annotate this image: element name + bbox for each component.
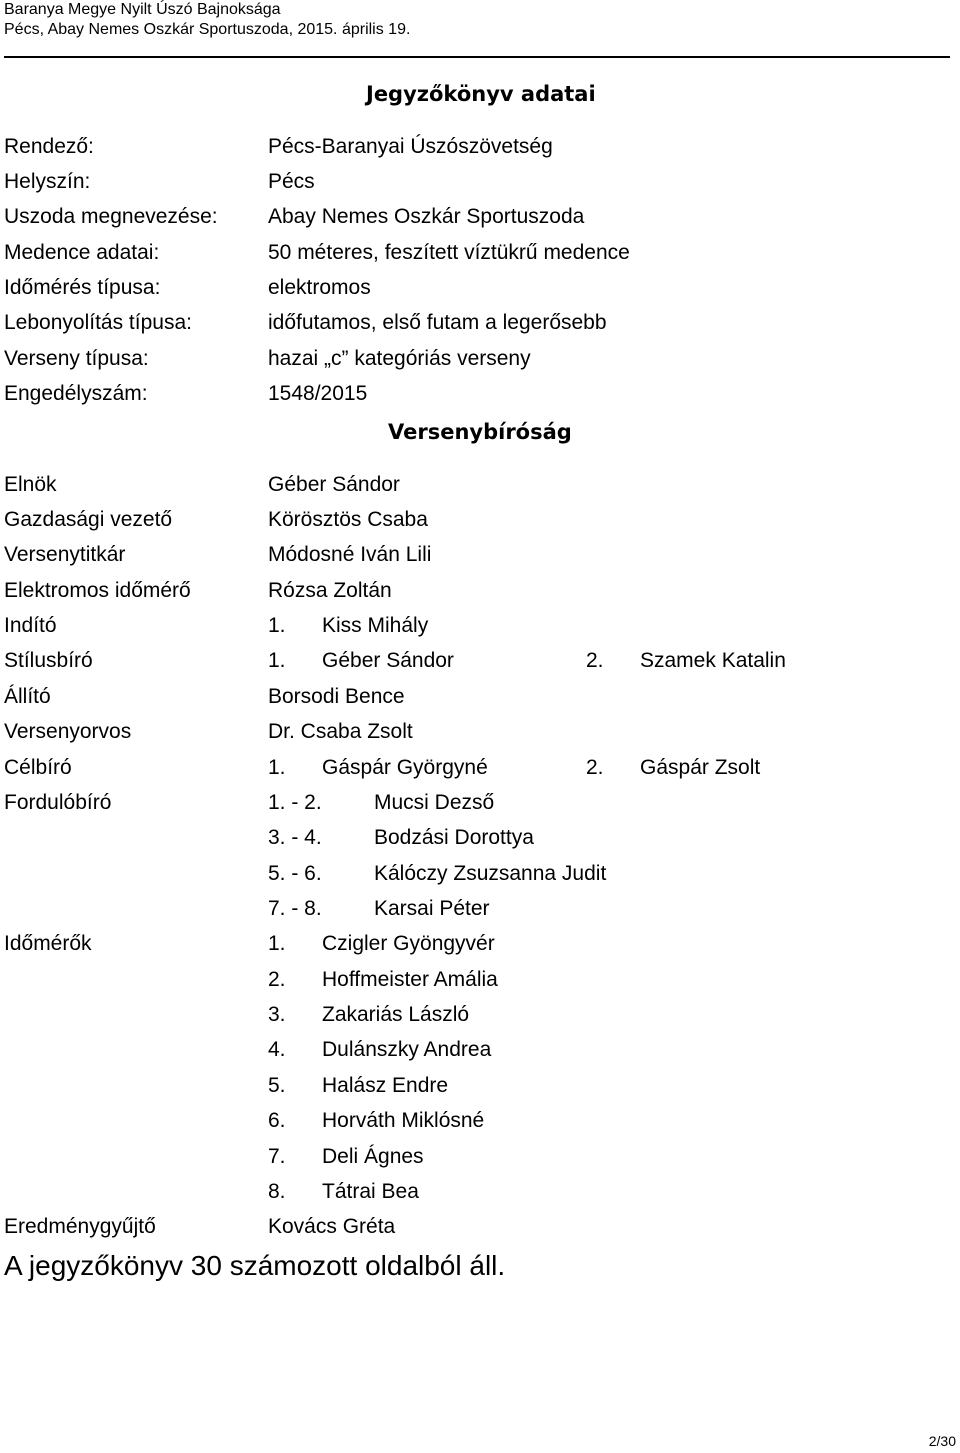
info-row-idomeres: [4, 273, 944, 303]
official-role: Időmérők: [4, 932, 92, 955]
official-number: 1.: [268, 649, 286, 672]
lane-range: 7. - 8.: [268, 897, 322, 920]
official-name: Körösztös Csaba: [268, 508, 428, 531]
official-name: Mucsi Dezső: [374, 791, 495, 814]
official-name: Szamek Katalin: [640, 649, 786, 672]
info-label: Verseny típusa:: [4, 347, 149, 370]
official-row-celbiro: [4, 753, 944, 783]
official-number: 1.: [268, 614, 286, 637]
info-row-engedelyszam: [4, 379, 944, 409]
official-row-stilusbiro: [4, 646, 944, 676]
idomero-entry: [4, 1142, 944, 1172]
official-name: Zakariás László: [322, 1003, 470, 1026]
official-row-allito: [4, 682, 944, 712]
official-name: Kálóczy Zsuzsanna Judit: [374, 862, 607, 885]
info-label: Helyszín:: [4, 170, 91, 193]
idomero-entry: [4, 1071, 944, 1101]
idomero-entry: [4, 1177, 944, 1207]
fordulobiro-entry: [4, 823, 944, 853]
header-title: Baranya Megye Nyilt Úszó Bajnoksága: [4, 1, 281, 18]
idomero-entry: [4, 965, 944, 995]
info-value: 50 méteres, feszített víztükrű medence: [268, 241, 630, 264]
info-label: Időmérés típusa:: [4, 276, 161, 299]
official-role: Elektromos időmérő: [4, 579, 191, 602]
info-label: Medence adatai:: [4, 241, 160, 264]
official-name: Halász Endre: [322, 1074, 449, 1097]
lane-range: 5. - 6.: [268, 862, 322, 885]
official-role: Fordulóbíró: [4, 791, 112, 814]
info-label: Lebonyolítás típusa:: [4, 311, 192, 334]
lane-range: 3. - 4.: [268, 826, 322, 849]
official-name: Kovács Gréta: [268, 1215, 396, 1238]
official-name: Hoffmeister Amália: [322, 968, 498, 991]
fordulobiro-entry: [4, 894, 944, 924]
official-role: Eredménygyűjtő: [4, 1215, 156, 1238]
info-value: hazai „c” kategóriás verseny: [268, 347, 531, 370]
official-row-gazdasagi: [4, 505, 944, 535]
versenybirosag-section-title: Versenybíróság: [388, 420, 572, 444]
lane-range: 1. - 2.: [268, 791, 322, 814]
official-number: 1.: [268, 932, 286, 955]
info-value: Pécs: [268, 170, 315, 193]
official-role: Versenytitkár: [4, 543, 126, 566]
official-role: Elnök: [4, 473, 57, 496]
official-name: Deli Ágnes: [322, 1145, 424, 1168]
document-header: [4, 0, 410, 40]
info-row-helyszin: [4, 167, 944, 197]
info-value: Abay Nemes Oszkár Sportuszoda: [268, 205, 585, 228]
official-number: 4.: [268, 1038, 286, 1061]
official-name: Rózsa Zoltán: [268, 579, 392, 602]
header-subtitle: Pécs, Abay Nemes Oszkár Sportuszoda, 2015. április 19.: [4, 21, 411, 38]
official-name: Kiss Mihály: [322, 614, 429, 637]
official-name: Karsai Péter: [374, 897, 490, 920]
official-number: 3.: [268, 1003, 286, 1026]
official-role: Stílusbíró: [4, 649, 93, 672]
official-name: Dulánszky Andrea: [322, 1038, 492, 1061]
info-row-lebonyolitas: [4, 308, 944, 338]
official-number: 2.: [586, 756, 604, 779]
official-row-idomerok: [4, 929, 944, 959]
info-value: Pécs-Baranyai Úszószövetség: [268, 135, 553, 158]
fordulobiro-entry: [4, 859, 944, 889]
official-row-elektromos: [4, 576, 944, 606]
official-role: Indító: [4, 614, 57, 637]
header-divider: [4, 56, 950, 58]
official-number: 5.: [268, 1074, 286, 1097]
official-name: Horváth Miklósné: [322, 1109, 485, 1132]
info-row-medence: [4, 238, 944, 268]
official-role: Állító: [4, 685, 51, 708]
jegyzokonyv-section-title: Jegyzőkönyv adatai: [366, 82, 596, 106]
official-name: Dr. Csaba Zsolt: [268, 720, 413, 743]
official-row-elnok: [4, 470, 944, 500]
official-row-eredmenygyujto: [4, 1212, 944, 1242]
official-name: Gáspár Györgyné: [322, 756, 488, 779]
official-name: Gáspár Zsolt: [640, 756, 761, 779]
info-row-verseny-tipusa: [4, 344, 944, 374]
info-value: elektromos: [268, 276, 371, 299]
info-value: időfutamos, első futam a legerősebb: [268, 311, 607, 334]
official-name: Czigler Gyöngyvér: [322, 932, 495, 955]
official-number: 2.: [268, 968, 286, 991]
official-name: Géber Sándor: [268, 473, 400, 496]
page-number: 2/30: [928, 1433, 956, 1449]
official-role: Célbíró: [4, 756, 72, 779]
official-role: Versenyorvos: [4, 720, 132, 743]
official-name: Bodzási Dorottya: [374, 826, 534, 849]
official-name: Géber Sándor: [322, 649, 454, 672]
info-label: Engedélyszám:: [4, 382, 148, 405]
info-row-rendezo: [4, 132, 944, 162]
idomero-entry: [4, 1000, 944, 1030]
official-row-versenyorvos: [4, 717, 944, 747]
official-row-versenytitkar: [4, 540, 944, 570]
idomero-entry: [4, 1106, 944, 1136]
info-label: Rendező:: [4, 135, 94, 158]
official-number: 6.: [268, 1109, 286, 1132]
official-number: 7.: [268, 1145, 286, 1168]
official-number: 1.: [268, 756, 286, 779]
official-number: 8.: [268, 1180, 286, 1203]
official-name: Borsodi Bence: [268, 685, 405, 708]
official-role: Gazdasági vezető: [4, 508, 173, 531]
info-label: Uszoda megnevezése:: [4, 205, 218, 228]
official-name: Módosné Iván Lili: [268, 543, 432, 566]
info-value: 1548/2015: [268, 382, 368, 405]
idomero-entry: [4, 1035, 944, 1065]
official-row-indito: [4, 611, 944, 641]
official-name: Tátrai Bea: [322, 1180, 419, 1203]
official-row-fordulobiro: [4, 788, 944, 818]
info-row-uszoda: [4, 202, 944, 232]
closing-statement: A jegyzőkönyv 30 számozott oldalból áll.: [4, 1250, 506, 1281]
official-number: 2.: [586, 649, 604, 672]
